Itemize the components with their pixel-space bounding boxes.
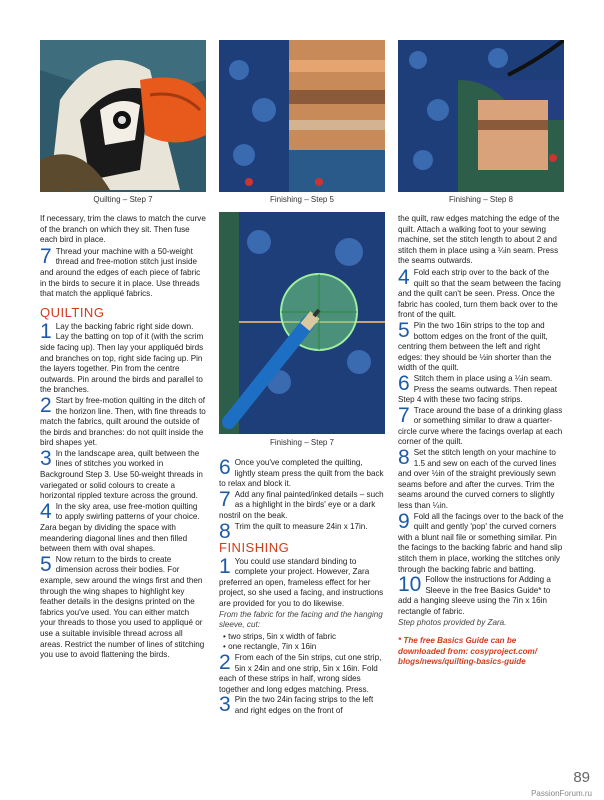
quilting-step-1: [40, 319, 206, 396]
step-text: Fold each strip over to the back of the quilt so that the seam between the facing and the quilt can't be seen. Press. Once the fabric has cooled, turn them back over to the front of the quilt.: [398, 267, 561, 320]
step-number: 7: [219, 487, 231, 511]
finishing-step-7: [398, 403, 564, 448]
quilting-step-6: [219, 458, 385, 490]
step-number: 4: [398, 265, 410, 289]
step-number: 3: [219, 693, 231, 717]
step-number: 10: [398, 573, 422, 597]
caption-quilting-step7: Quilting – Step 7: [93, 195, 153, 204]
step-text: Trim the quilt to measure 24in x 17in.: [234, 521, 368, 531]
step-text: Thread your machine with a 50-weight thread and free-motion stitch just inside and around the edges of each piece of fabric in the birds to secure it in place. Use threads that match the appliqué fabrics.: [40, 246, 201, 299]
finishing-step-8: [398, 448, 564, 512]
step-number: 9: [398, 509, 410, 533]
step-text: Trace around the base of a drinking glass or something similar to draw a quarter-circle curve where the facings overlap at each corner of the quilt.: [398, 405, 563, 447]
step-text: Lay the backing fabric right side down. Lay the batting on top of it (with the scrim side facing up). Then lay your appliquéd birds and branches on top, right side facing up. Pin the layers together. Pin from the centre outwards. Pin around the birds and parallel to the branches.: [40, 321, 204, 395]
step-number: 7: [40, 244, 52, 268]
caption-finishing-step5: Finishing – Step 5: [269, 195, 335, 204]
finishing-step-4: [398, 265, 564, 321]
step-text: Now return to the birds to create dimension across their bodies. For example, sew around the wings first and then through the wing shapes to highlight key feather details in the designs printed on the fabrics you've used. You can either match your threads to those you used to appliqué or use a suitable invisible thread across all areas. Restrict the number of lines of stitching you use to avoid flattening the birds.: [40, 554, 205, 660]
step-text: Once you've completed the quilting, lightly steam press the quilt from the back to relax and block it.: [219, 458, 384, 489]
finishing-step-6: [398, 371, 564, 406]
finishing-step-3: [219, 695, 385, 716]
step-number: 5: [40, 552, 52, 576]
cut-item-1: • two strips, 5in x width of fabric: [223, 631, 337, 641]
cut-intro: From the fabric for the facing and the hanging sleeve, cut:: [219, 609, 383, 630]
page-number: 89: [573, 769, 590, 786]
step-text: Pin the two 16in strips to the top and bottom edges on the front of the quilt, centring them between the left and right edges: they should be ½in shorter than the width of the quilt.: [398, 320, 552, 373]
step-text: Stitch them in place using a ¼in seam. Press the seams outwards. Then repeat Step 4 with these two facing strips.: [398, 373, 558, 405]
continued-text: the quilt, raw edges matching the edge of the quilt. Attach a walking foot to your sewing machine, set the stitch length to about 2 and stitch them in place using a ¼in seam. Press the seams outwards.: [398, 214, 560, 266]
step-text: Start by free-motion quilting in the ditch of the horizon line. Then, with fine threads to match the fabrics, quilt around the outside of the birds and branches: do not quilt inside the bird shapes yet.: [40, 395, 206, 448]
finishing-heading: FINISHING: [219, 539, 290, 555]
caption-finishing-step8: Finishing – Step 8: [448, 195, 514, 204]
step-text: Set the stitch length on your machine to 1.5 and sew on each of the curved lines and over ½in of the straight previously sewn seams before and after the curves. Trim the seams around the curved corners to slightly less than ¼in.: [398, 448, 557, 511]
step-number: 6: [398, 371, 410, 395]
step-number: 8: [219, 519, 231, 543]
finishing-step-5: [398, 318, 564, 374]
caption-finishing-step7: Finishing – Step 7: [269, 438, 335, 447]
watermark: PassionForum.ru: [531, 789, 592, 798]
intro-text: If necessary, trim the claws to match the curve of the branch on which they sit. Then fuse each bird in place.: [40, 214, 206, 245]
step-text: From each of the 5in strips, cut one strip, 5in x 24in and one strip, 5in x 16in. Fold each of these strips in half, wrong sides together and long edges matching. Press.: [219, 652, 382, 694]
step-number: 2: [40, 393, 52, 417]
finishing-step-2: [219, 650, 385, 695]
step-text: Follow the instructions for Adding a Sleeve in the free Basics Guide* to add a hanging sleeve using the 7in x 16in rectangle of fabric.: [398, 575, 551, 616]
quilting-heading: QUILTING: [40, 304, 105, 320]
finishing-step-9: [398, 509, 564, 576]
step-number: 1: [219, 554, 231, 578]
step-text: Fold all the facings over to the back of the quilt and gently 'pop' the curved corners with a blunt nail file or something similar. Pin the facings to the backing fabric and hand slip stitch them in place, working the stitches only through the backing fabric and batting.: [398, 511, 564, 574]
column-left: [40, 214, 206, 661]
quilting-step-4: [40, 499, 206, 555]
quilting-step-7: [219, 487, 385, 522]
step-number: 7: [398, 403, 410, 427]
step-text: Add any final painted/inked details – such as a highlight in the birds' eye or a dark nostril on the beak.: [219, 489, 384, 520]
column-middle: [219, 458, 385, 716]
quilting-step-5: [40, 552, 206, 661]
step-text: You could use standard binding to complete your project. However, Zara preferred an open, frameless effect for her project, so she used a facing, and instructions are provided for you to do likewise.: [219, 556, 384, 608]
step-text: In the landscape area, quilt between the lines of stitches you worked in Background Step 3. Use 50-weight threads in variegated or solid colours to create a horizontal rippled texture across the ground.: [40, 448, 203, 501]
step-number: 3: [40, 446, 52, 470]
quilting-step-3: [40, 446, 206, 502]
cut-item-2: • one rectangle, 7in x 16in: [223, 642, 317, 652]
step-number: 6: [219, 456, 231, 479]
finishing-step-1: [219, 554, 385, 610]
step-number: 2: [219, 650, 231, 674]
quilting-step-2: [40, 393, 206, 449]
column-right: [398, 214, 564, 669]
quilting-step-8: [219, 519, 385, 543]
photo-credit: Step photos provided by Zara.: [398, 617, 507, 627]
finishing-step7-photo: [219, 212, 385, 434]
step-text: In the sky area, use free-motion quilting to apply swirling patterns of your choice. Zara began by dividing the space with meandering diagonal lines and then filled between them with oval shapes.: [40, 501, 200, 554]
step-number: 4: [40, 499, 52, 523]
step-number: 8: [398, 446, 410, 470]
finishing-step5-photo: [219, 40, 385, 192]
step-7: [40, 244, 206, 300]
step-text: Pin the two 24in facing strips to the left and right edges on the front of: [234, 695, 374, 715]
step-number: 5: [398, 318, 410, 342]
basics-guide-note: * The free Basics Guide can be downloaded from: cosyproject.com/ blogs/news/quilting-basics-guide: [398, 636, 537, 667]
finishing-step-10: [398, 575, 564, 617]
quilting-step7-photo: [40, 40, 206, 192]
finishing-step8-photo: [398, 40, 564, 192]
step-number: 1: [40, 319, 52, 343]
